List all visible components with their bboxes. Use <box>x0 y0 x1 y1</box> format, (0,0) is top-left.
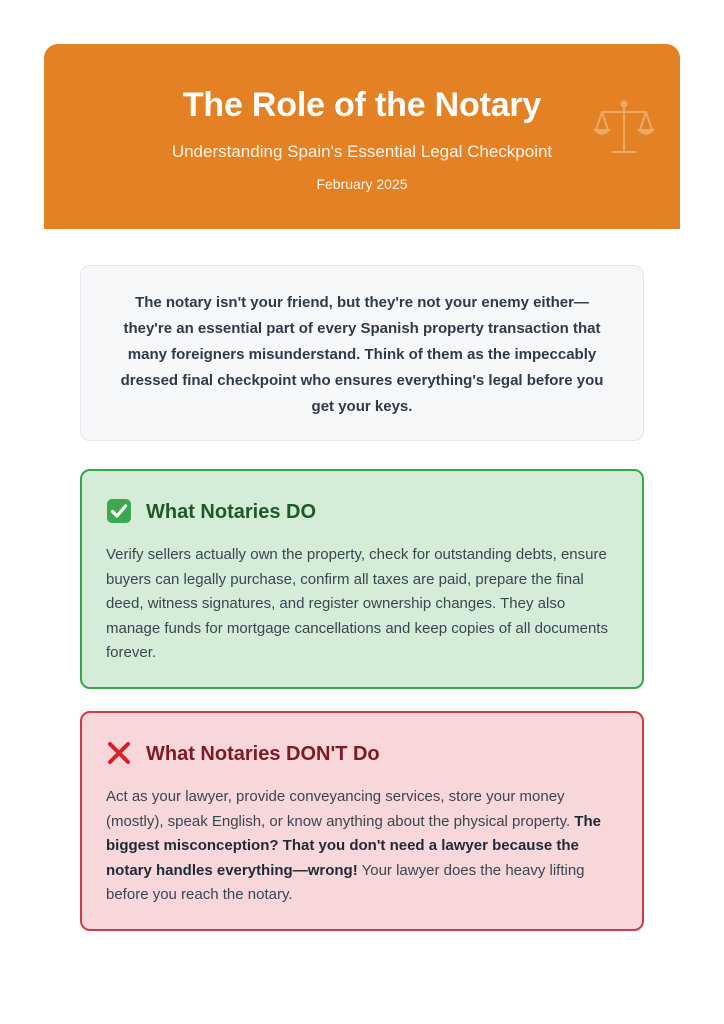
cross-mark-icon <box>106 740 134 768</box>
notaries-do-card <box>80 469 644 689</box>
scales-icon <box>592 96 656 160</box>
page-title: The Role of the Notary <box>182 86 542 124</box>
card-title: What Notaries DON'T Do <box>146 742 380 765</box>
header-banner <box>44 44 680 229</box>
card-header <box>106 493 618 531</box>
intro-callout <box>80 265 644 441</box>
page-subtitle: Understanding Spain's Essential Legal Checkpoint <box>171 142 553 161</box>
check-mark-icon <box>106 498 134 526</box>
body-text-end: Your lawyer does the heavy lifting before you reach the notary. <box>106 861 585 903</box>
card-header <box>106 735 618 773</box>
notaries-dont-card <box>80 711 644 931</box>
card-body: Verify sellers actually own the property, check for outstanding debts, ensure buyers can legally purchase, confirm all taxes are paid, prepare the final deed, witness signatures, and register ownership changes. They also manage funds for mortgage cancellations and keep copies of all documents forever. <box>106 546 608 661</box>
card-title: What Notaries DO <box>146 500 317 523</box>
publish-date: February 2025 <box>316 176 408 192</box>
body-text-start: Act as your lawyer, provide conveyancing services, store your money (mostly), speak English, or know anything about the physical property. <box>106 788 575 830</box>
card-body <box>106 785 618 908</box>
misconception-highlight: The biggest misconception? That you don't need a lawyer because the notary handles everything—wrong! <box>106 812 601 879</box>
intro-text: The notary isn't your friend, but they're not your enemy either—they're an essential part of every Spanish property transaction that many foreigners misunderstand. Think of them as the impeccably dressed final checkpoint who ensures everything's legal before you get your keys. <box>120 294 604 415</box>
